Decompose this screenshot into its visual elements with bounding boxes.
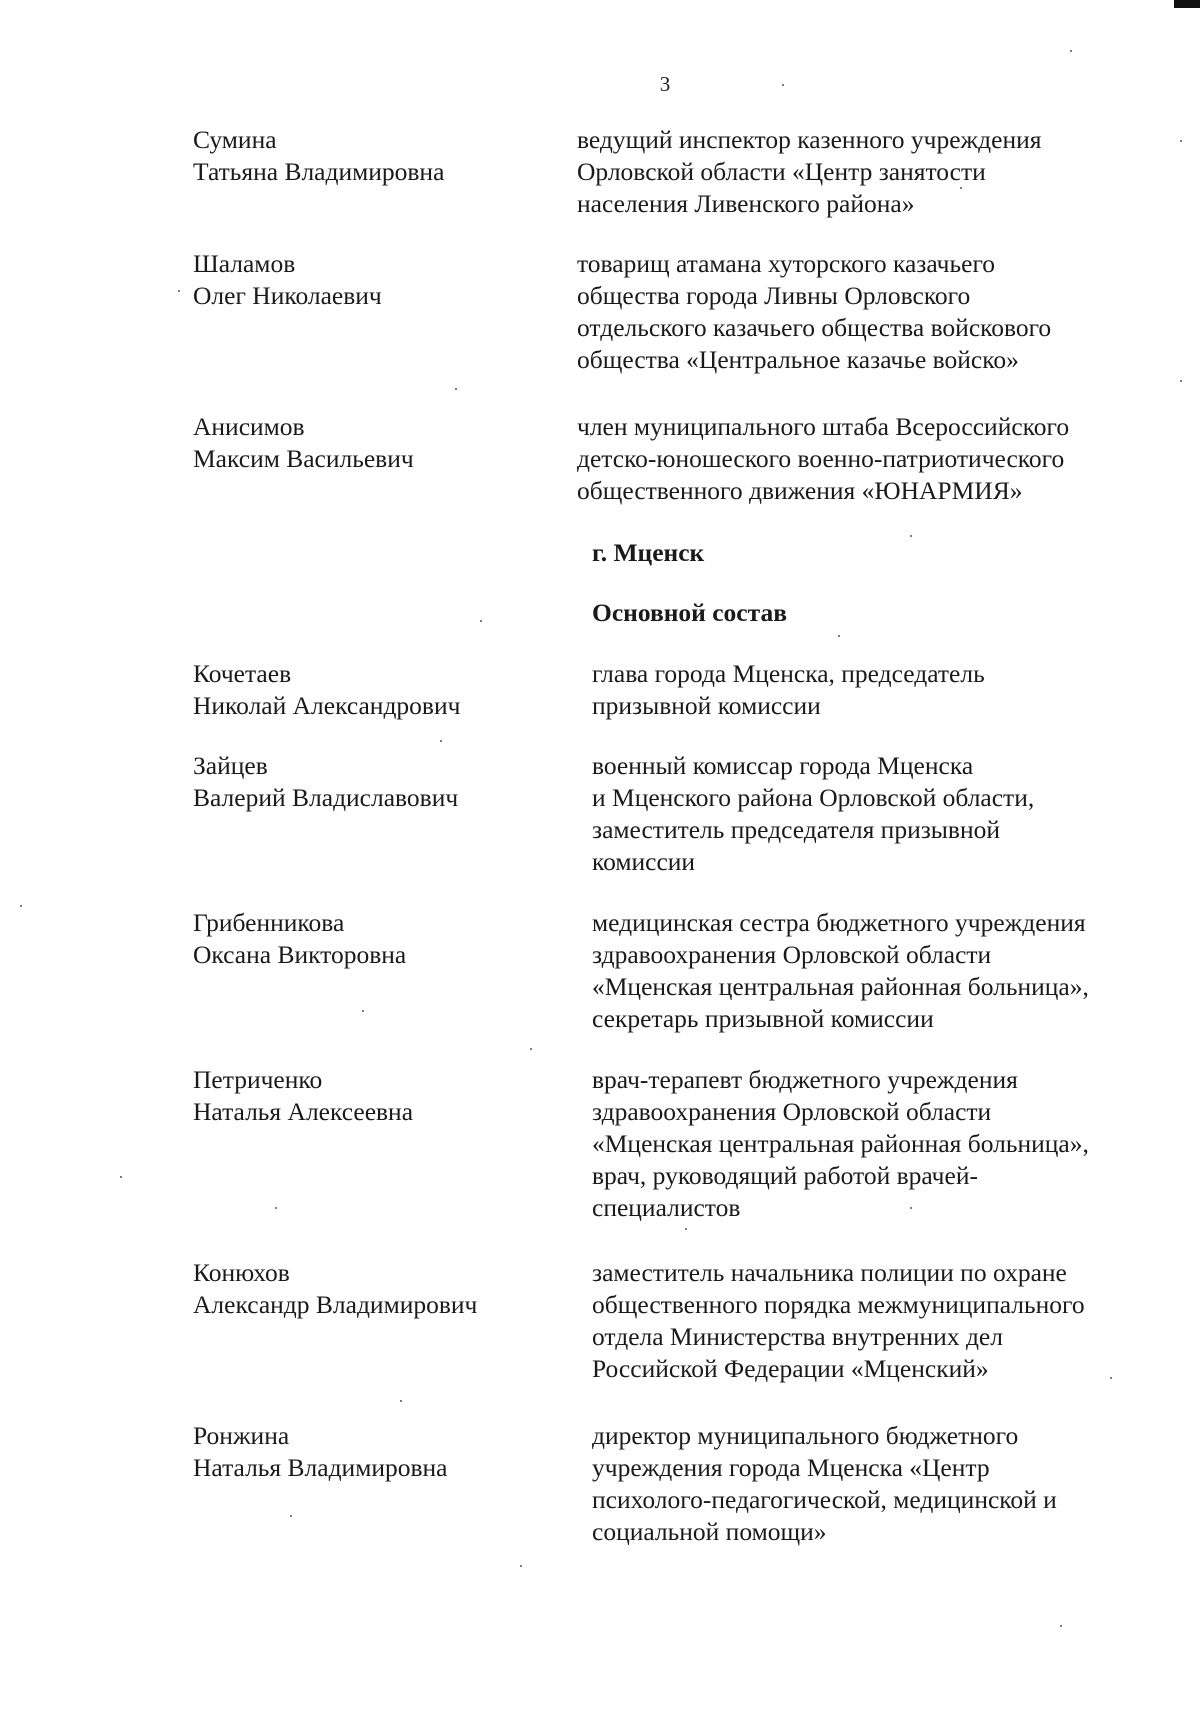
role-line: здравоохранения Орловской области: [592, 940, 992, 969]
scan-speck: [178, 290, 180, 292]
scan-speck: [20, 905, 22, 907]
role-line: врач, руководящий работой врачей-: [592, 1161, 978, 1190]
role-line: товарищ атамана хуторского казачьего: [577, 249, 996, 278]
role-line: общественного движения «ЮНАРМИЯ»: [577, 476, 1023, 505]
role-line: общественного порядка межмуниципального: [592, 1290, 1085, 1319]
role-line: социальной помощи»: [592, 1517, 827, 1546]
role-line: «Мценская центральная районная больница»,: [592, 972, 1089, 1001]
member-name: [193, 750, 553, 814]
scan-speck: [530, 1048, 532, 1050]
scan-corner-mark: [1174, 0, 1200, 8]
scan-speck: [1180, 140, 1182, 142]
member-given-names: Александр Владимирович: [193, 1290, 478, 1319]
scan-speck: [455, 388, 457, 390]
role-line: «Мценская центральная районная больница»,: [592, 1129, 1089, 1158]
member-surname: Петриченко: [193, 1065, 323, 1094]
scan-speck: [782, 84, 784, 86]
role-line: отдела Министерства внутренних дел: [592, 1322, 1003, 1351]
member-name: [193, 248, 553, 312]
scan-speck: [520, 1565, 522, 1567]
scan-speck: [1060, 1625, 1062, 1627]
scan-speck: [960, 187, 962, 189]
scan-speck: [1180, 380, 1182, 382]
role-line: военный комиссар города Мценска: [592, 751, 974, 780]
member-surname: Шаламов: [193, 249, 296, 278]
scan-speck: [440, 740, 442, 742]
member-role: [577, 124, 1177, 220]
member-surname: Анисимов: [193, 412, 305, 441]
scan-speck: [275, 1207, 277, 1209]
member-given-names: Наталья Алексеевна: [193, 1097, 414, 1126]
scan-speck: [400, 1400, 402, 1402]
role-line: Российской Федерации «Мценский»: [592, 1354, 989, 1383]
role-line: заместитель начальника полиции по охране: [592, 1258, 1067, 1287]
role-line: отдельского казачьего общества войскового: [577, 313, 1052, 342]
scan-speck: [120, 1176, 122, 1178]
member-role: [592, 1420, 1192, 1548]
role-line: комиссии: [592, 847, 696, 876]
member-surname: Грибенникова: [193, 908, 345, 937]
role-line: специалистов: [592, 1193, 741, 1222]
role-line: учреждения города Мценска «Центр: [592, 1453, 990, 1482]
scan-speck: [1070, 50, 1072, 52]
member-given-names: Николай Александрович: [193, 691, 461, 720]
member-name: [193, 1064, 553, 1128]
role-line: ведущий инспектор казенного учреждения: [577, 125, 1042, 154]
scan-speck: [290, 1515, 292, 1517]
role-line: член муниципального штаба Всероссийского: [577, 412, 1070, 441]
scan-speck: [910, 535, 912, 537]
member-given-names: Оксана Викторовна: [193, 940, 407, 969]
member-name: [193, 1420, 553, 1484]
member-role: [592, 907, 1192, 1035]
member-name: [193, 658, 553, 722]
role-line: психолого-педагогической, медицинской и: [592, 1485, 1057, 1514]
role-line: населения Ливенского района»: [577, 189, 915, 218]
role-line: призывной комиссии: [592, 691, 821, 720]
role-line: секретарь призывной комиссии: [592, 1004, 934, 1033]
role-line: детско-юношеского военно-патриотического: [577, 444, 1065, 473]
member-name: [193, 124, 553, 188]
member-surname: Сумина: [193, 125, 277, 154]
member-given-names: Валерий Владиславович: [193, 783, 459, 812]
role-line: медицинская сестра бюджетного учреждения: [592, 908, 1086, 937]
member-surname: Кочетаев: [193, 659, 292, 688]
member-given-names: Максим Васильевич: [193, 444, 414, 473]
role-line: общества города Ливны Орловского: [577, 281, 971, 310]
role-line: общества «Центральное казачье войско»: [577, 345, 1019, 374]
page-number: 3: [659, 72, 671, 96]
section-city-heading: г. Мценск: [592, 538, 705, 567]
member-given-names: Наталья Владимировна: [193, 1453, 448, 1482]
member-name: [193, 411, 553, 475]
member-given-names: Олег Николаевич: [193, 281, 382, 310]
member-surname: Ронжина: [193, 1421, 290, 1450]
scan-speck: [362, 1010, 364, 1012]
role-line: заместитель председателя призывной: [592, 815, 1000, 844]
scan-speck: [1110, 1377, 1112, 1379]
role-line: и Мценского района Орловской области,: [592, 783, 1035, 812]
role-line: здравоохранения Орловской области: [592, 1097, 992, 1126]
member-given-names: Татьяна Владимировна: [193, 157, 445, 186]
member-name: [193, 907, 553, 971]
scan-speck: [685, 1228, 687, 1230]
role-line: Орловской области «Центр занятости: [577, 157, 986, 186]
member-role: [577, 248, 1177, 376]
member-role: [592, 1257, 1192, 1385]
member-role: [592, 1064, 1192, 1224]
role-line: врач-терапевт бюджетного учреждения: [592, 1065, 1018, 1094]
member-role: [592, 658, 1192, 722]
member-role: [592, 750, 1192, 878]
member-role: [577, 411, 1177, 507]
scan-speck: [910, 1207, 912, 1209]
role-line: глава города Мценска, председатель: [592, 659, 985, 688]
scan-speck: [480, 620, 482, 622]
member-name: [193, 1257, 553, 1321]
role-line: директор муниципального бюджетного: [592, 1421, 1019, 1450]
scan-speck: [838, 635, 840, 637]
member-surname: Конюхов: [193, 1258, 290, 1287]
section-subtitle-heading: Основной состав: [592, 598, 787, 627]
member-surname: Зайцев: [193, 751, 268, 780]
